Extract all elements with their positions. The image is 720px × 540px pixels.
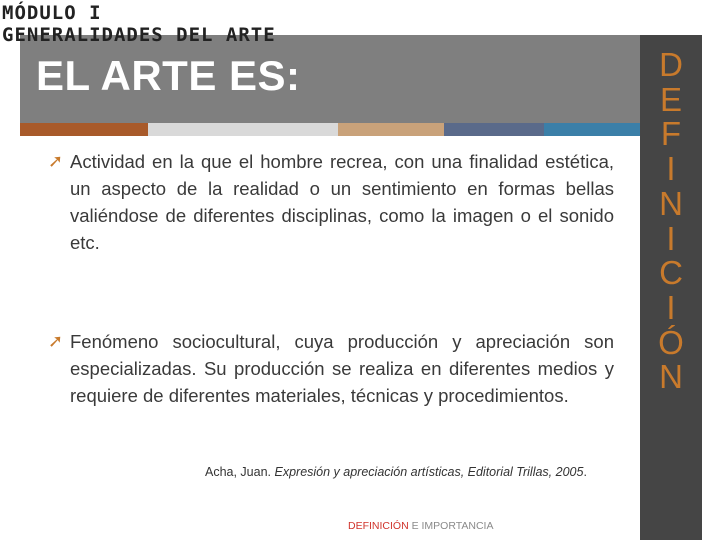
header-stripe-2 (148, 123, 338, 136)
module-title (2, 2, 522, 46)
module-title-line1: MÓDULO I (2, 2, 102, 24)
footer-part1: DEFINICIÓN (348, 520, 412, 532)
header-stripe-1 (20, 123, 148, 136)
header-stripe-4 (444, 123, 544, 136)
citation-work: Expresión y apreciación artísticas, Editorial Trillas, 2005 (274, 465, 584, 479)
bullet-list (48, 148, 614, 481)
side-letter: N (659, 184, 683, 222)
side-letter: I (666, 150, 676, 188)
module-title-line2: GENERALIDADES DEL ARTE (2, 24, 276, 46)
side-letter: C (659, 254, 683, 292)
bullet-item (48, 328, 614, 409)
header-stripe-5 (544, 123, 640, 136)
side-letter: I (666, 288, 676, 326)
side-letter: F (660, 115, 682, 153)
bullet-item (48, 148, 614, 256)
arrow-up-right-icon: ➚ (48, 151, 64, 171)
bullet-text: Actividad en la que el hombre recrea, con una finalidad estética, un aspecto de la realidad o un sentimiento en formas bellas valiéndose de diferentes disciplinas, como la imagen o el sonido etc. (70, 151, 614, 253)
footer-label (348, 520, 493, 532)
footer-part2: E IMPORTANCIA (411, 520, 494, 532)
bullet-text: Fenómeno sociocultural, cuya producción y apreciación son especializadas. Su producción se realiza en diferentes medios y requiere de diferentes materiales, técnicas y procedimientos. (70, 331, 614, 406)
citation (205, 465, 625, 479)
arrow-up-right-icon: ➚ (48, 331, 64, 351)
side-letter: N (659, 358, 683, 396)
side-word (640, 48, 702, 395)
header-stripe-3 (338, 123, 444, 136)
side-letter: D (659, 46, 683, 83)
citation-end: . (583, 465, 587, 479)
side-letter: Ó (658, 323, 684, 361)
citation-author: Acha, Juan. (205, 465, 275, 479)
side-letter: E (659, 80, 682, 118)
slide-title: EL ARTE ES: (36, 52, 301, 99)
side-letter: I (666, 219, 676, 257)
